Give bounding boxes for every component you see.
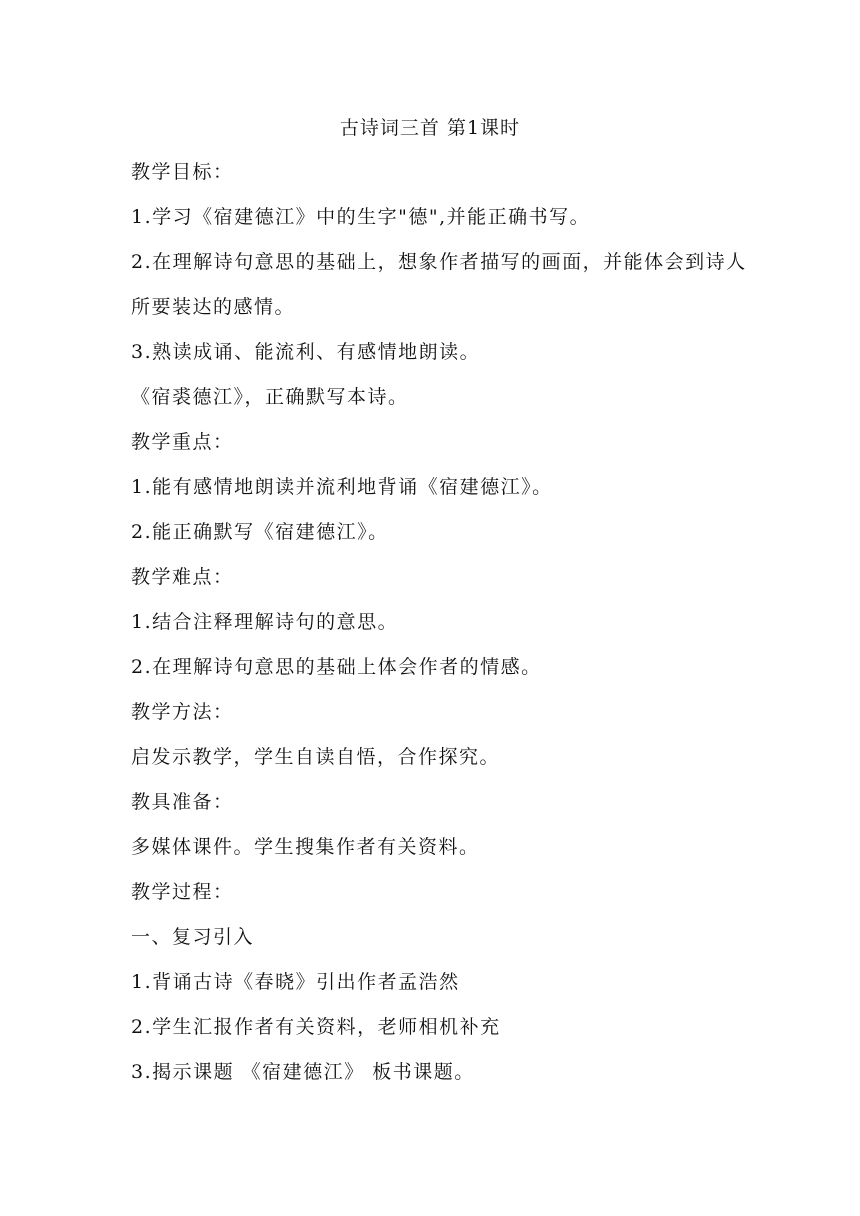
objective-item-1: 1.学习《宿建德江》中的生字"德",并能正确书写。	[131, 206, 591, 228]
objective-item-2: 2.在理解诗句意思的基础上，想象作者描写的画面，并能体会到诗人	[131, 251, 747, 273]
process-step-heading-1: 一、复习引入	[131, 926, 255, 948]
section-heading-materials: 教具准备：	[131, 791, 234, 813]
difficulty-item-2: 2.在理解诗句意思的基础上体会作者的情感。	[131, 656, 542, 678]
difficulty-item-1: 1.结合注释理解诗句的意思。	[131, 611, 399, 633]
document-body	[131, 158, 751, 1103]
section-heading-objectives: 教学目标：	[131, 161, 234, 183]
process-item-1: 1.背诵古诗《春晓》引出作者孟浩然	[131, 971, 460, 993]
methods-text: 启发示教学，学生自读自悟，合作探究。	[131, 746, 501, 768]
section-heading-process: 教学过程：	[131, 881, 234, 903]
objective-item-2-continued: 所要装达的感情。	[131, 296, 296, 318]
section-heading-methods: 教学方法：	[131, 701, 234, 723]
key-point-item-2: 2.能正确默写《宿建德江》。	[131, 521, 389, 543]
materials-text: 多媒体课件。学生搜集作者有关资料。	[131, 836, 480, 858]
process-item-3: 3.揭示课题 《宿建德江》 板书课题。	[131, 1061, 475, 1083]
document-title: 古诗词三首 第1课时	[339, 117, 521, 139]
key-point-item-1: 1.能有感情地朗读并流利地背诵《宿建德江》。	[131, 476, 553, 498]
objective-item-3: 3.熟读成诵、能流利、有感情地朗读。	[131, 341, 481, 363]
objective-item-3-continued: 《宿裘德江》，正确默写本诗。	[131, 386, 409, 408]
section-heading-key-points: 教学重点：	[131, 431, 234, 453]
process-item-2: 2.学生汇报作者有关资料，老师相机补充	[131, 1016, 501, 1038]
section-heading-difficulties: 教学难点：	[131, 566, 234, 588]
